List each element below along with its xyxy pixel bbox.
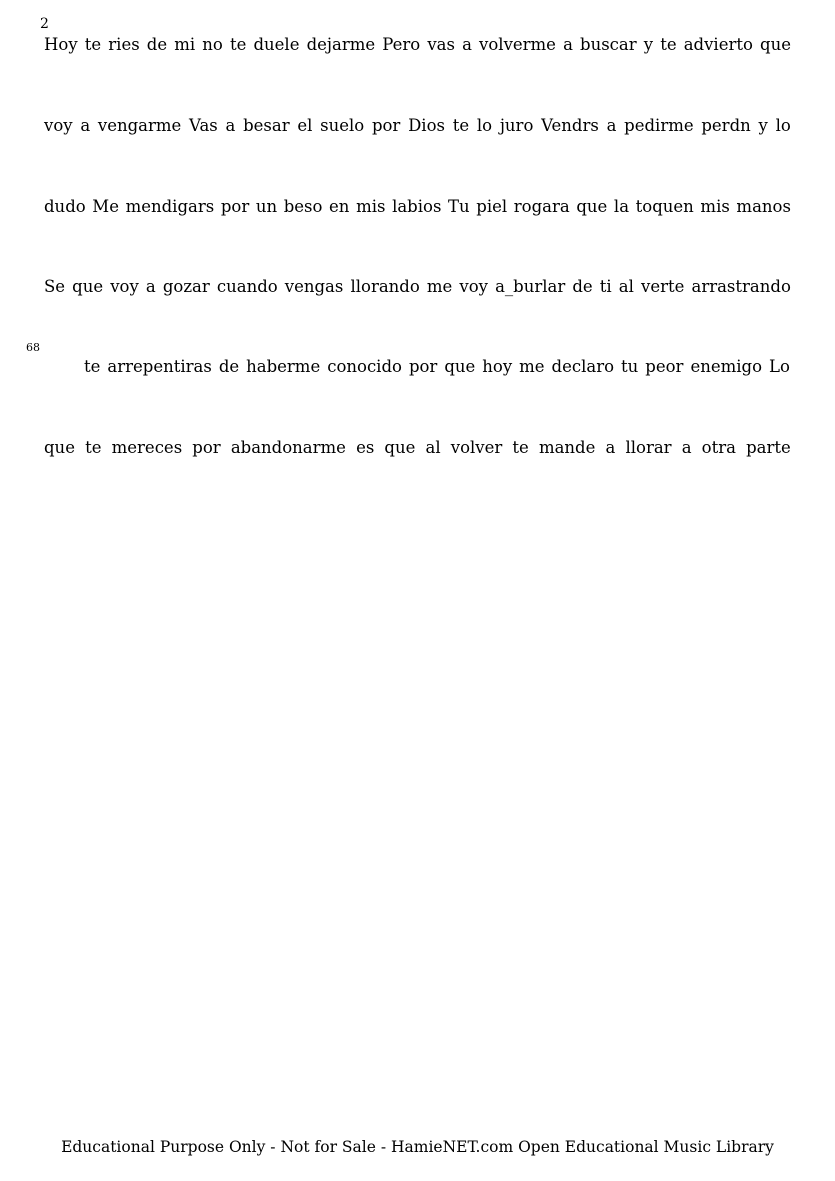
lyric-word: me <box>519 357 545 376</box>
lyric-word: por <box>192 438 221 457</box>
lyric-word: suelo <box>320 116 365 135</box>
lyric-word: advierto <box>683 35 753 54</box>
lyric-word: Dios <box>408 116 445 135</box>
lyric-word: dudo <box>44 197 86 216</box>
lyric-word: de <box>572 277 593 296</box>
lyric-word: arrepentiras <box>107 357 212 376</box>
lyric-word: Vas <box>189 116 218 135</box>
lyric-word: enemigo <box>690 357 763 376</box>
lyric-word: toquen <box>635 197 694 216</box>
lyric-word: piel <box>476 197 508 216</box>
lyric-word: que <box>44 438 75 457</box>
lyric-word: mi <box>174 35 196 54</box>
lyric-word: te <box>85 438 102 457</box>
lyric-word: otra <box>701 438 736 457</box>
lyric-word: a <box>462 35 472 54</box>
lyric-word: voy <box>459 277 488 296</box>
lyric-word: que <box>444 357 476 376</box>
page-number: 2 <box>40 16 49 32</box>
lyric-word: que <box>576 197 608 216</box>
lyric-word: a <box>145 277 156 296</box>
lyric-word: lo <box>476 116 493 135</box>
lyric-word: llorar <box>625 438 672 457</box>
lyric-word: a <box>605 438 616 457</box>
lyric-word: Tu <box>448 197 470 216</box>
lyric-word: en <box>329 197 350 216</box>
lyric-word: a_burlar <box>495 277 566 296</box>
lyric-word: duele <box>253 35 300 54</box>
lyric-word: arrastrando <box>691 277 791 296</box>
lyric-word: verte <box>641 277 685 296</box>
lyric-word: pedirme <box>624 116 694 135</box>
lyric-word: besar <box>243 116 290 135</box>
lyric-word: por <box>220 197 250 216</box>
lyric-word: mis <box>700 197 730 216</box>
lyric-word: el <box>297 116 313 135</box>
lyric-word: cuando <box>216 277 278 296</box>
lyric-word: al <box>425 438 441 457</box>
lyric-word: dejarme <box>306 35 376 54</box>
lyric-word: a <box>80 116 91 135</box>
lyric-word: que <box>760 35 791 54</box>
lyric-word: gozar <box>162 277 210 296</box>
lyric-line-2 <box>44 115 791 137</box>
lyric-word: ti <box>599 277 612 296</box>
lyric-word: me <box>426 277 453 296</box>
lyric-word: Lo <box>769 357 790 376</box>
lyric-word: Hoy <box>44 35 78 54</box>
lyric-word: que <box>384 438 416 457</box>
lyric-word: volverme <box>479 35 556 54</box>
lyric-word: te <box>229 35 247 54</box>
lyric-word: no <box>202 35 223 54</box>
lyric-word: haberme <box>246 357 321 376</box>
lyric-word: a <box>563 35 573 54</box>
lyric-word: mereces <box>111 438 183 457</box>
lyric-word: hoy <box>482 357 513 376</box>
lyric-word: mande <box>538 438 596 457</box>
lyric-word: te <box>660 35 677 54</box>
lyric-word: juro <box>499 116 534 135</box>
lyric-word: es <box>356 438 375 457</box>
lyric-word: a <box>225 116 236 135</box>
lyric-word: buscar <box>580 35 637 54</box>
lyric-word: de <box>218 357 240 376</box>
lyric-word: te <box>84 35 102 54</box>
footer-notice: Educational Purpose Only - Not for Sale - HamieNET.com Open Educational Music Library <box>61 1138 774 1156</box>
lyric-word: llorando <box>350 277 420 296</box>
lyric-word: que <box>72 277 104 296</box>
lyric-word: mis <box>356 197 386 216</box>
lyric-word: tu <box>621 357 639 376</box>
lyric-line-4 <box>44 276 791 298</box>
lyric-line-5 <box>84 356 790 378</box>
lyric-word: por <box>371 116 401 135</box>
lyric-word: vengarme <box>97 116 182 135</box>
lyric-word: beso <box>283 197 323 216</box>
measure-number: 68 <box>26 341 40 354</box>
lyric-word: y <box>758 116 768 135</box>
lyric-word: ries <box>108 35 140 54</box>
lyric-word: y <box>643 35 654 54</box>
lyric-word: voy <box>110 277 139 296</box>
lyric-word: abandonarme <box>230 438 346 457</box>
lyric-word: Vendrs <box>541 116 599 135</box>
lyric-word: al <box>618 277 634 296</box>
lyric-word: te <box>84 357 101 376</box>
lyric-word: volver <box>450 438 503 457</box>
lyric-word: mendigars <box>125 197 215 216</box>
lyric-word: conocido <box>327 357 402 376</box>
lyric-word: peor <box>645 357 684 376</box>
lyric-word: por <box>408 357 438 376</box>
lyric-word: voy <box>44 116 73 135</box>
lyric-word: de <box>146 35 168 54</box>
lyric-line-6 <box>44 437 791 459</box>
lyric-line-3 <box>44 196 791 218</box>
lyric-word: a <box>681 438 692 457</box>
lyric-word: perdn <box>701 116 751 135</box>
lyric-word: vengas <box>284 277 344 296</box>
lyric-word: la <box>613 197 630 216</box>
lyric-word: a <box>606 116 617 135</box>
lyric-word: rogara <box>513 197 570 216</box>
lyric-line-1 <box>44 34 791 56</box>
lyric-word: vas <box>427 35 455 54</box>
lyric-word: Me <box>92 197 119 216</box>
lyric-word: manos <box>736 197 791 216</box>
lyric-word: declaro <box>551 357 615 376</box>
lyric-word: parte <box>746 438 791 457</box>
lyric-word: lo <box>775 116 791 135</box>
lyric-word: Pero <box>382 35 421 54</box>
lyric-word: labios <box>392 197 442 216</box>
lyric-word: te <box>512 438 529 457</box>
lyric-word: Se <box>44 277 66 296</box>
lyric-word: te <box>452 116 470 135</box>
lyric-word: un <box>255 197 278 216</box>
